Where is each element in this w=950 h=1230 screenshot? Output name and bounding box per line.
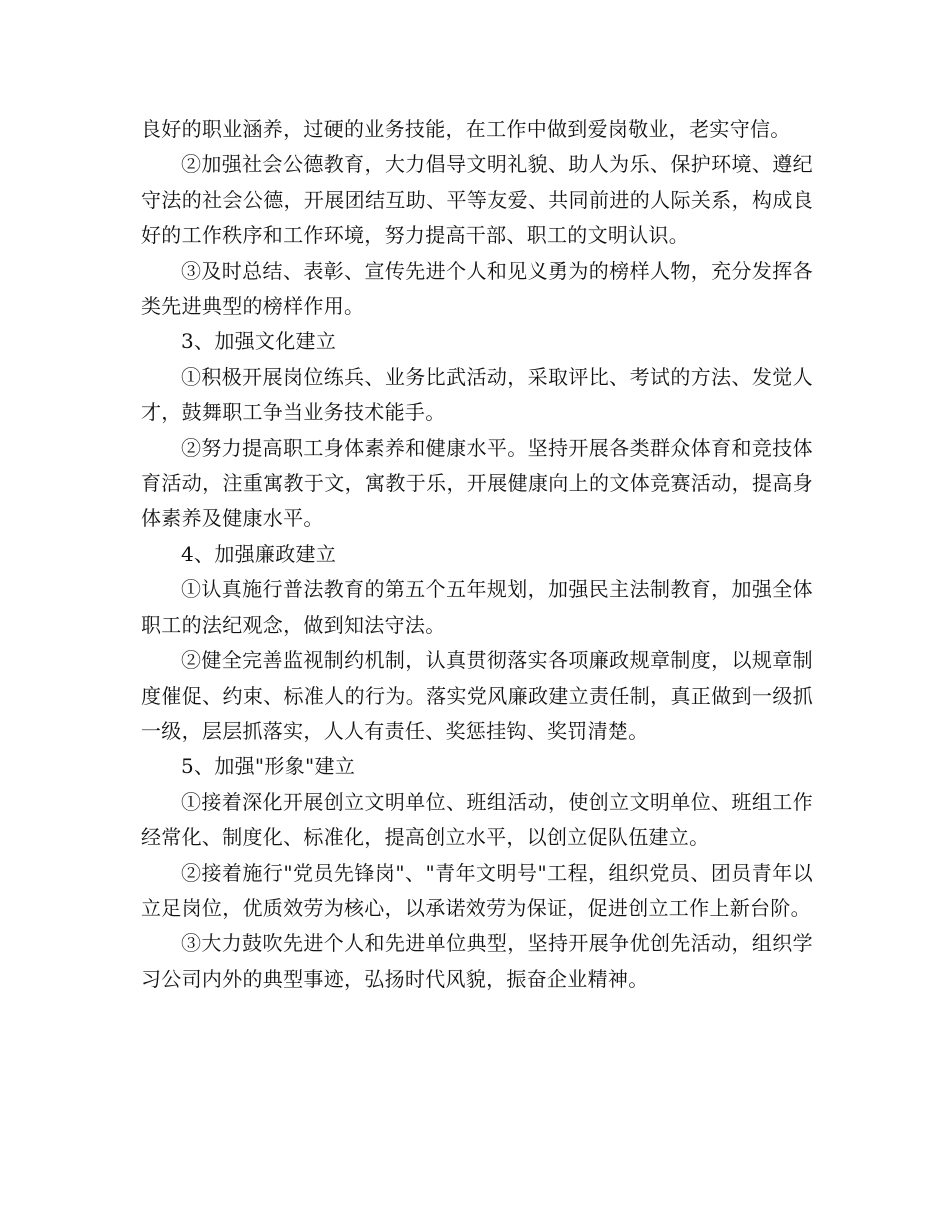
paragraph: ③及时总结、表彰、宣传先进个人和见义勇为的榜样人物，充分发挥各类先进典型的榜样作用。 bbox=[141, 258, 813, 319]
section-heading: 3、加强文化建立 bbox=[181, 329, 337, 354]
paragraph: ②努力提高职工身体素养和健康水平。坚持开展各类群众体育和竞技体育活动，注重寓教于文，寓教于乐，开展健康向上的文体竞赛活动，提高身体素养及健康水平。 bbox=[141, 435, 813, 531]
paragraph: ①认真施行普法教育的第五个五年规划，加强民主法制教育，加强全体职工的法纪观念，做到知法守法。 bbox=[141, 577, 813, 637]
paragraph: ②接着施行"党员先锋岗"、"青年文明号"工程，组织党员、团员青年以立足岗位，优质效劳为核心，以承诺效劳为保证，促进创立工作上新台阶。 bbox=[141, 860, 813, 920]
paragraph: ①接着深化开展创立文明单位、班组活动，使创立文明单位、班组工作经常化、制度化、标准化，提高创立水平，以创立促队伍建立。 bbox=[141, 789, 813, 850]
section-heading: 4、加强廉政建立 bbox=[181, 541, 337, 566]
paragraph: ①积极开展岗位练兵、业务比武活动，采取评比、考试的方法、发觉人才，鼓舞职工争当业务技术能手。 bbox=[141, 364, 813, 425]
paragraph: ②加强社会公德教育，大力倡导文明礼貌、助人为乐、保护环境、遵纪守法的社会公德，开展团结互助、平等友爱、共同前进的人际关系，构成良好的工作秩序和工作环境，努力提高干部、职工的文明认识。 bbox=[141, 152, 813, 248]
paragraph: 良好的职业涵养，过硬的业务技能，在工作中做到爱岗敬业，老实守信。 bbox=[141, 117, 791, 141]
document-page bbox=[141, 112, 813, 997]
paragraph: ②健全完善监视制约机制，认真贯彻落实各项廉政规章制度，以规章制度催促、约束、标准人的行为。落实党风廉政建立责任制，真正做到一级抓一级，层层抓落实，人人有责任、奖惩挂钩、奖罚清楚。 bbox=[141, 648, 813, 743]
paragraph: ③大力鼓吹先进个人和先进单位典型，坚持开展争优创先活动，组织学习公司内外的典型事迹，弘扬时代风貌，振奋企业精神。 bbox=[141, 931, 813, 991]
section-heading: 5、加强"形象"建立 bbox=[181, 754, 356, 779]
